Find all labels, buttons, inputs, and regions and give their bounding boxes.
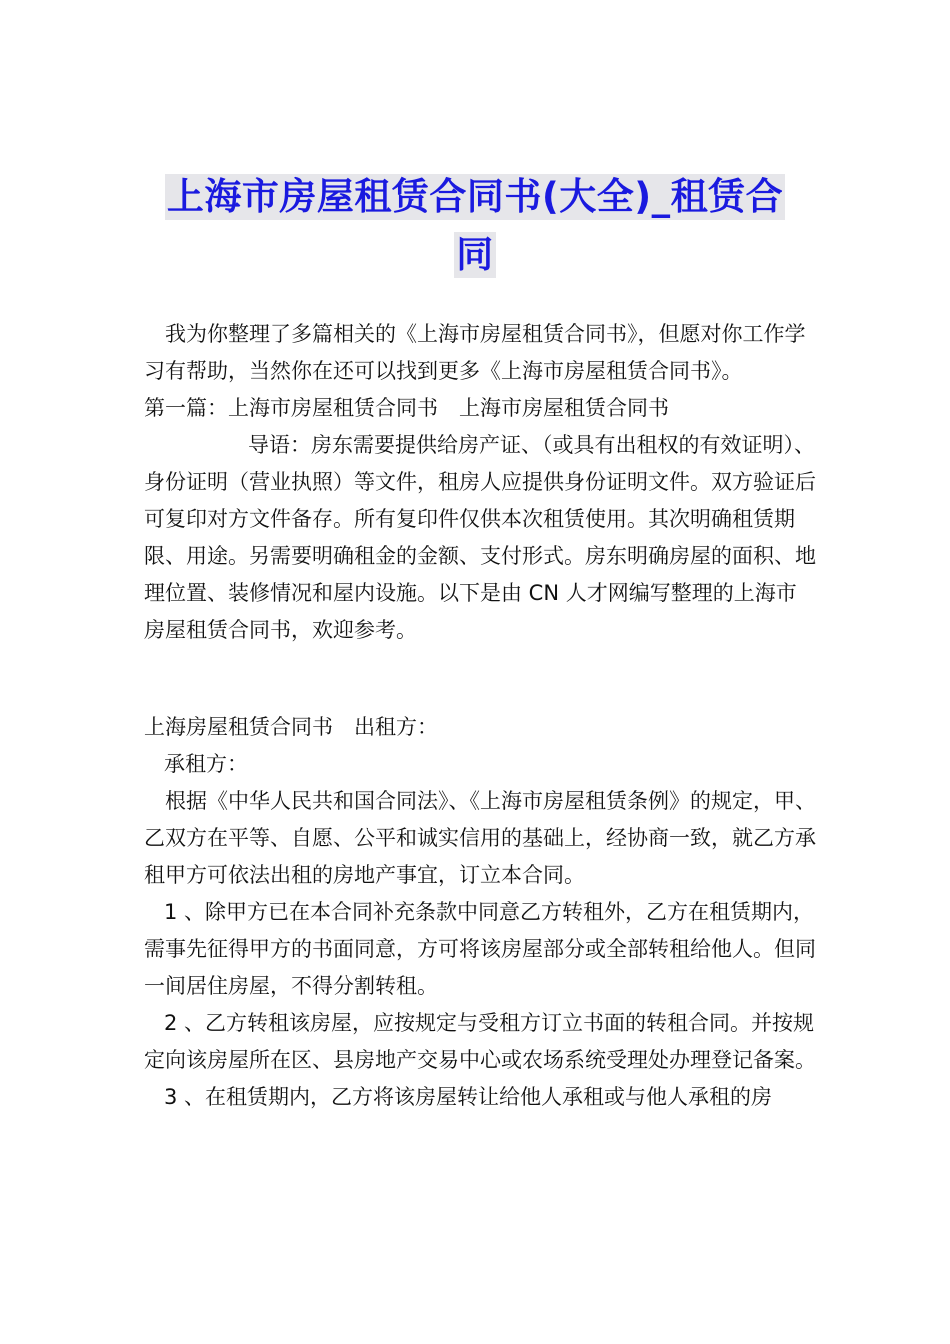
clause-2: 2 、乙方转租该房屋，应按规定与受租方订立书面的转租合同。并按规定向该房屋所在区、县房地产交易中心或农场系统受理处办理登记备案。 (144, 1011, 816, 1072)
clause-3: 3 、在租赁期内，乙方将该房屋转让给他人承租或与他人承租的房 (164, 1085, 773, 1109)
contract-heading: 上海房屋租赁合同书 出租方： (144, 715, 438, 739)
tenant-label: 承租方： (164, 752, 248, 776)
intro-paragraph: 我为你整理了多篇相关的《上海市房屋租赁合同书》，但愿对你工作学习有帮助，当然你在还可以找到更多《上海市房屋租赁合同书》。 (144, 322, 806, 383)
document-title (0, 174, 950, 278)
title-line-1: 上海市房屋租赁合同书(大全)_租赁合 (166, 175, 784, 218)
guide-paragraph: 导语：房东需要提供给房产证、（或具有出租权的有效证明）、身份证明（营业执照）等文件，租房人应提供身份证明文件。双方验证后可复印对方文件备存。所有复印件仅供本次租赁使用。其次明确租赁期限、用途。另需要明确租金的金额、支付形式。房东明确房屋的面积、地理位置、装修情况和屋内设施。以下是由 CN 人才网编写整理的上海市房屋租赁合同书，欢迎参考。 (144, 433, 816, 642)
paragraph-spacer (144, 649, 816, 709)
document-body (144, 316, 816, 1116)
basis-paragraph: 根据《中华人民共和国合同法》、《上海市房屋租赁条例》的规定，甲、乙双方在平等、自愿、公平和诚实信用的基础上，经协商一致，就乙方承租甲方可依法出租的房地产事宜，订立本合同。 (144, 789, 816, 887)
clause-1: 1 、除甲方已在本合同补充条款中同意乙方转租外，乙方在租赁期内，需事先征得甲方的书面同意，方可将该房屋部分或全部转租给他人。但同一间居住房屋，不得分割转租。 (144, 900, 816, 998)
title-line-2: 同 (456, 233, 494, 276)
section-heading: 第一篇：上海市房屋租赁合同书 上海市房屋租赁合同书 (144, 396, 669, 420)
